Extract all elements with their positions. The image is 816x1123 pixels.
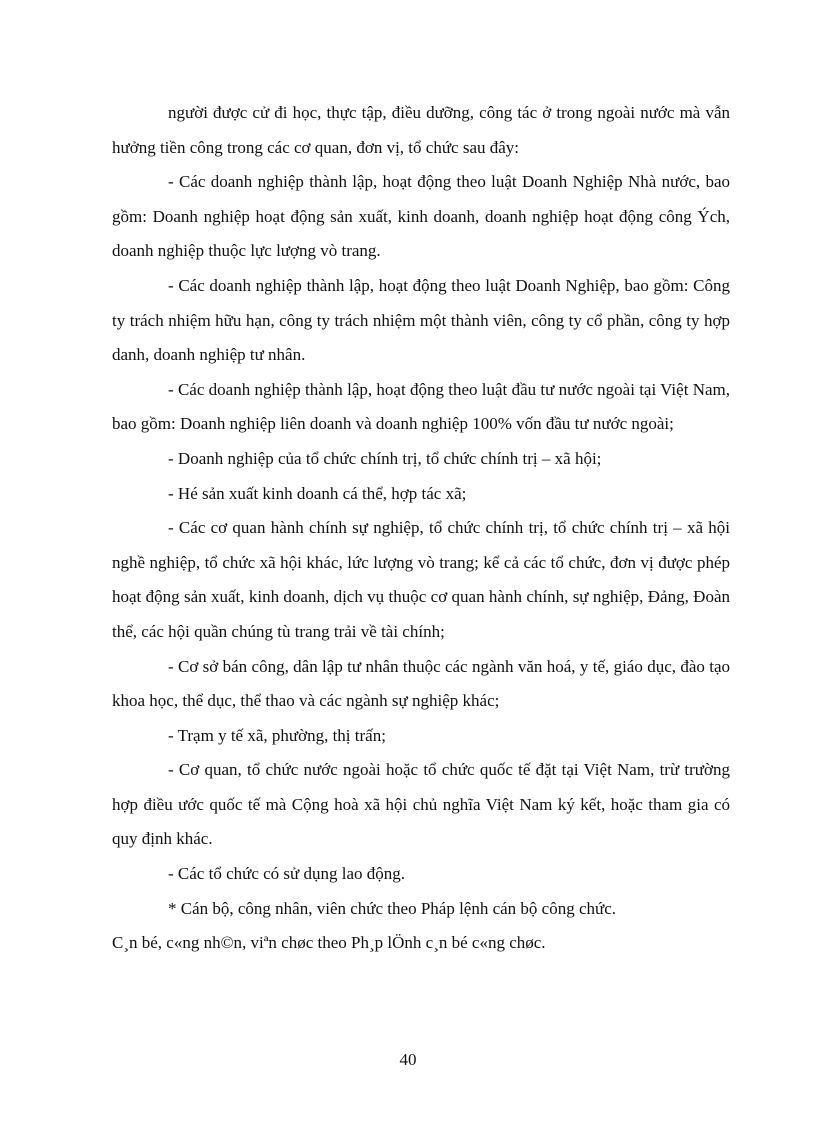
list-item: - Các doanh nghiệp thành lập, hoạt động theo luật Doanh Nghiệp, bao gồm: Công ty trách nhiệm hữu hạn, công ty trách nhiệm một thành viên, công ty cổ phần, công ty hợp danh, doanh nghiệp tư nhân. xyxy=(112,275,730,365)
list-item: - Các doanh nghiệp thành lập, hoạt động theo luật Doanh Nghiệp Nhà nước, bao gồm: Doanh nghiệp hoạt động sản xuất, kinh doanh, doanh nghiệp hoạt động công Ých, doanh nghiệp thuộc lực lượng vò trang. xyxy=(112,172,730,261)
page-number: 40 xyxy=(399,1050,417,1069)
list-item: - Cơ quan, tổ chức nước ngoài hoặc tổ chức quốc tế đặt tại Việt Nam, trừ trường hợp điều ước quốc tế mà Cộng hoà xã hội chủ nghĩa Việt Nam ký kết, hoặc tham gia có quy định khác. xyxy=(112,760,730,849)
section-note: * Cán bộ, công nhân, viên chức theo Pháp lệnh cán bộ công chức. xyxy=(168,898,617,918)
list-item: - Cơ sở bán công, dân lập tư nhân thuộc các ngành văn hoá, y tế, giáo dục, đào tạo khoa học, thể dục, thể thao và các ngành sự nghiệp khác; xyxy=(112,656,730,711)
list-item: - Các tổ chức có sử dụng lao động. xyxy=(168,864,406,884)
paragraph: người được cử đi học, thực tập, điều dưỡng, công tác ở trong ngoài nước mà vẫn hưởng tiền công trong các cơ quan, đơn vị, tổ chức sau đây: xyxy=(112,103,730,157)
list-item: - Trạm y tế xã, phường, thị trấn; xyxy=(168,725,386,745)
list-item: - Doanh nghiệp của tổ chức chính trị, tổ chức chính trị – xã hội; xyxy=(168,448,602,468)
body-text xyxy=(112,96,730,961)
list-item: - Các cơ quan hành chính sự nghiệp, tổ chức chính trị, tổ chức chính trị – xã hội nghề nghiệp, tổ chức xã hội khác, lức lượng vò trang; kể cả các tổ chức, đơn vị được phép hoạt động sản xuất, kinh doanh, dịch vụ thuộc cơ quan hành chính, sự nghiệp, Đảng, Đoàn thể, các hội quần chúng tù trang trải về tài chính; xyxy=(112,518,730,641)
garbled-line: C¸n bé, c«ng nh©n, viªn chøc theo Ph¸p lÖnh c¸n bé c«ng chøc. xyxy=(112,933,546,953)
list-item: - Hé sản xuất kinh doanh cá thể, hợp tác xã; xyxy=(168,483,467,503)
list-item: - Các doanh nghiệp thành lập, hoạt động theo luật đầu tư nước ngoài tại Việt Nam, bao gồm: Doanh nghiệp liên doanh và doanh nghiệp 100% vốn đầu tư nước ngoài; xyxy=(112,379,730,434)
